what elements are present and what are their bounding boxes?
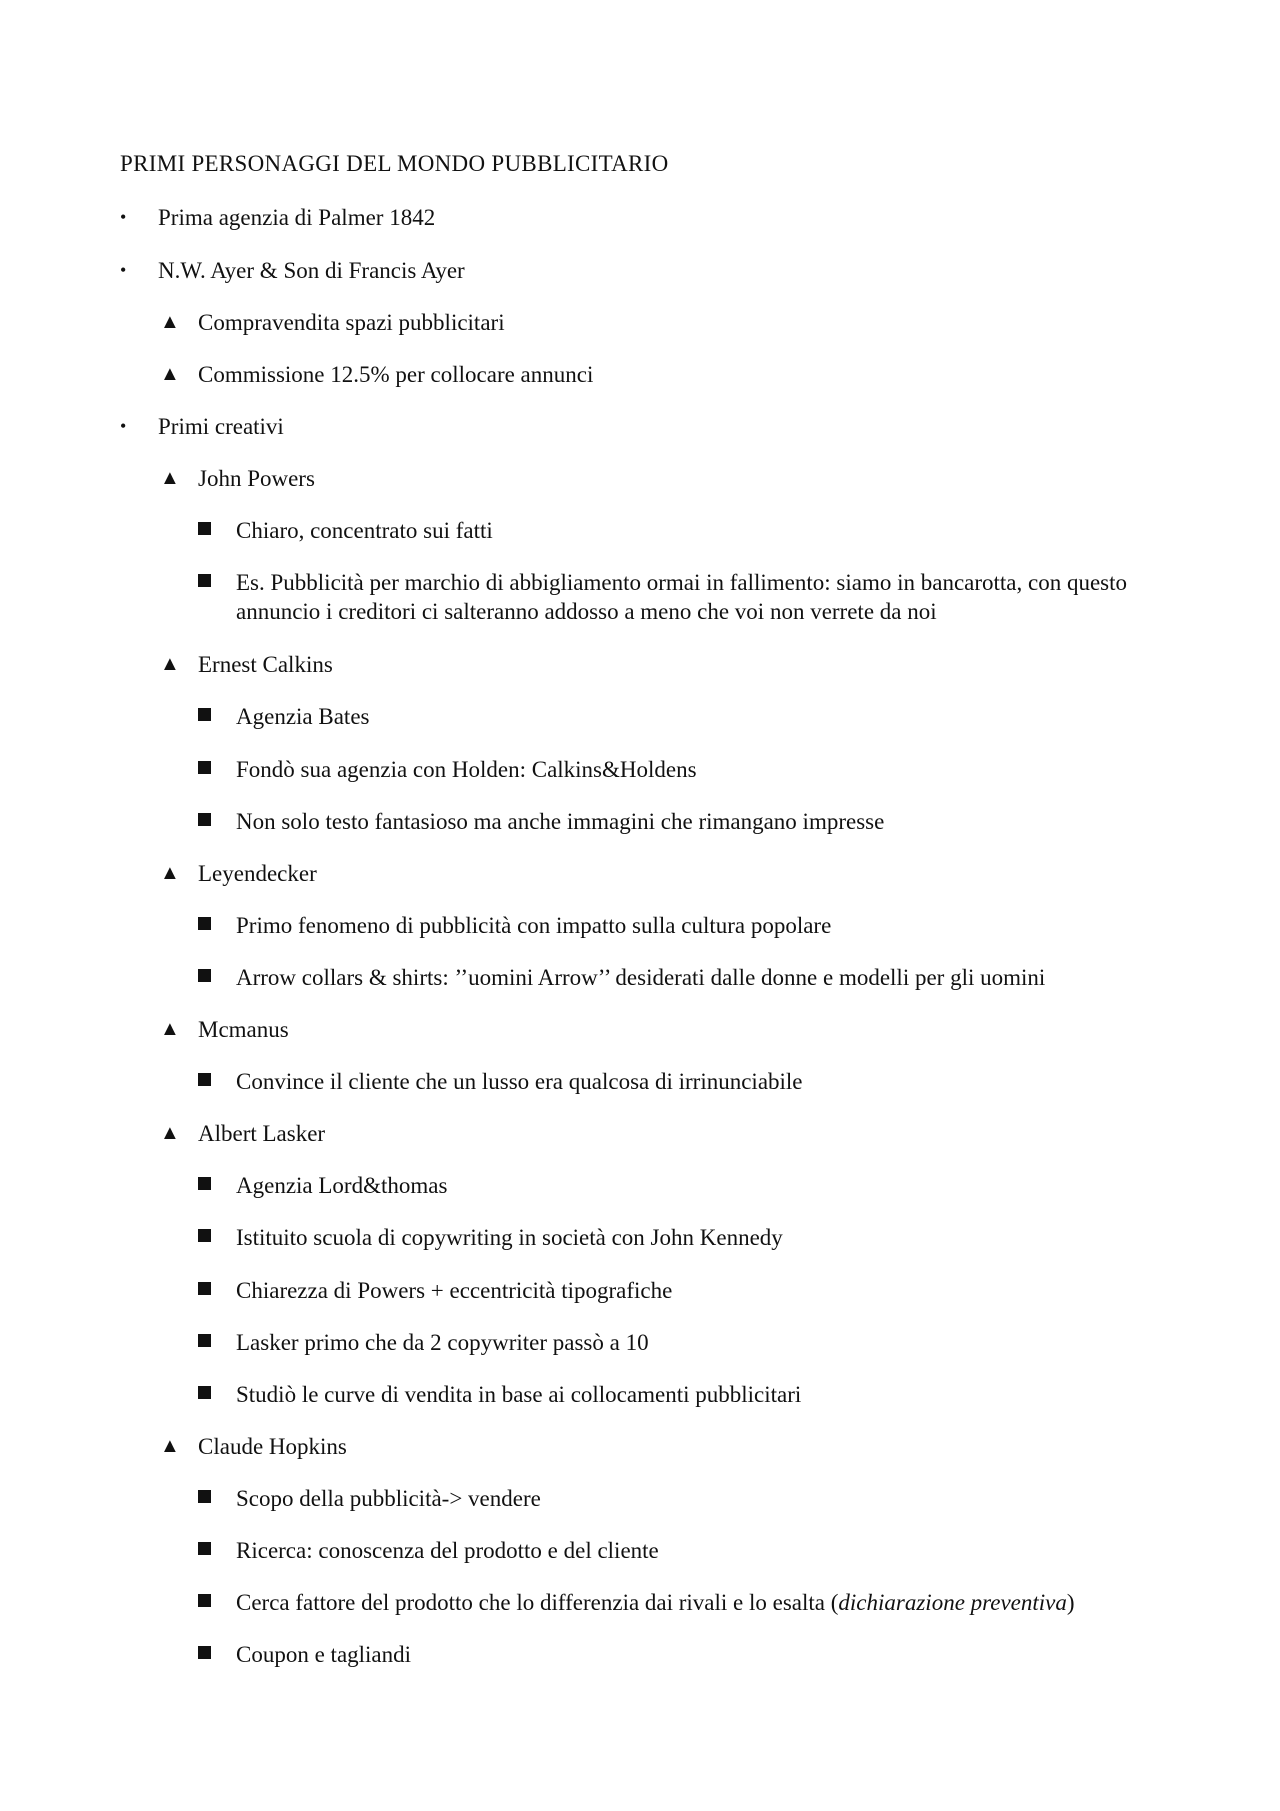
list-item-text: Es. Pubblicità per marchio di abbigliamento ormai in fallimento: siamo in bancarotta, con questo annuncio i creditori ci salteranno addosso a meno che voi non verrete da noi	[236, 570, 1128, 624]
square-bullet-icon	[198, 574, 211, 587]
square-bullet-icon	[198, 522, 211, 535]
list-item-text: Lasker primo che da 2 copywriter passò a 10	[236, 1330, 649, 1355]
list-item-text: John Powers	[198, 466, 315, 491]
square-bullet-icon	[198, 917, 211, 930]
square-bullet-icon	[198, 1282, 211, 1295]
square-bullet-icon	[198, 708, 211, 721]
list-item-text: Primi creativi	[158, 414, 284, 439]
square-bullet-icon	[198, 813, 211, 826]
square-bullet-icon	[198, 1542, 211, 1555]
triangle-bullet-icon: ▲	[160, 1018, 180, 1040]
list-item-text: N.W. Ayer & Son di Francis Ayer	[158, 258, 465, 283]
square-bullet-icon	[198, 761, 211, 774]
triangle-bullet-icon: ▲	[160, 862, 180, 884]
list-item-text: Non solo testo fantasioso ma anche immagini che rimangano impresse	[236, 809, 885, 834]
square-bullet-icon	[198, 1334, 211, 1347]
list-item-text: Agenzia Bates	[236, 704, 370, 729]
list-item-text: Ernest Calkins	[198, 652, 333, 677]
list-item-text: Istituito scuola di copywriting in società con John Kennedy	[236, 1225, 783, 1250]
list-item-text: Convince il cliente che un lusso era qualcosa di irrinunciabile	[236, 1069, 803, 1094]
list-item-text: Scopo della pubblicità-> vendere	[236, 1486, 541, 1511]
square-bullet-icon	[198, 1594, 211, 1607]
square-bullet-icon	[198, 1490, 211, 1503]
italic-term: dichiarazione preventiva	[838, 1590, 1067, 1615]
list-item-text: Coupon e tagliandi	[236, 1642, 412, 1667]
square-bullet-icon	[198, 1073, 211, 1086]
list-item-text: Chiarezza di Powers + eccentricità tipografiche	[236, 1278, 673, 1303]
square-bullet-icon	[198, 1386, 211, 1399]
triangle-bullet-icon: ▲	[160, 467, 180, 489]
list-item-text: Leyendecker	[198, 861, 317, 886]
triangle-bullet-icon: ▲	[160, 653, 180, 675]
bullet-icon: •	[120, 416, 127, 436]
list-item-text: Fondò sua agenzia con Holden: Calkins&Holdens	[236, 757, 697, 782]
square-bullet-icon	[198, 969, 211, 982]
text-prefix: Cerca fattore del prodotto che lo differenzia dai rivali e lo esalta (	[236, 1590, 839, 1615]
list-item-text	[236, 1588, 1075, 1617]
list-item-text: Ricerca: conoscenza del prodotto e del cliente	[236, 1538, 659, 1563]
list-item-text: Mcmanus	[198, 1017, 289, 1042]
text-suffix: )	[1066, 1590, 1075, 1615]
list-item-text: Chiaro, concentrato sui fatti	[236, 518, 493, 543]
list-item-text: Albert Lasker	[198, 1121, 326, 1146]
list-item-text: Prima agenzia di Palmer 1842	[158, 205, 436, 230]
square-bullet-icon	[198, 1229, 211, 1242]
square-bullet-icon	[198, 1177, 211, 1190]
list-item-text: Commissione 12.5% per collocare annunci	[198, 362, 594, 387]
document-title: PRIMI PERSONAGGI DEL MONDO PUBBLICITARIO	[120, 151, 669, 176]
triangle-bullet-icon: ▲	[160, 363, 180, 385]
square-bullet-icon	[198, 1646, 211, 1659]
triangle-bullet-icon: ▲	[160, 1122, 180, 1144]
bullet-icon: •	[120, 207, 127, 227]
list-item-text: Primo fenomeno di pubblicità con impatto sulla cultura popolare	[236, 913, 832, 938]
list-item-text: Studiò le curve di vendita in base ai collocamenti pubblicitari	[236, 1382, 802, 1407]
list-item-text: Arrow collars & shirts: ’’uomini Arrow’’ desiderati dalle donne e modelli per gli uomini	[236, 965, 1046, 990]
bullet-icon: •	[120, 260, 127, 280]
list-item-text: Claude Hopkins	[198, 1434, 347, 1459]
triangle-bullet-icon: ▲	[160, 311, 180, 333]
list-item-text: Agenzia Lord&thomas	[236, 1173, 448, 1198]
list-item-text: Compravendita spazi pubblicitari	[198, 310, 505, 335]
triangle-bullet-icon: ▲	[160, 1435, 180, 1457]
